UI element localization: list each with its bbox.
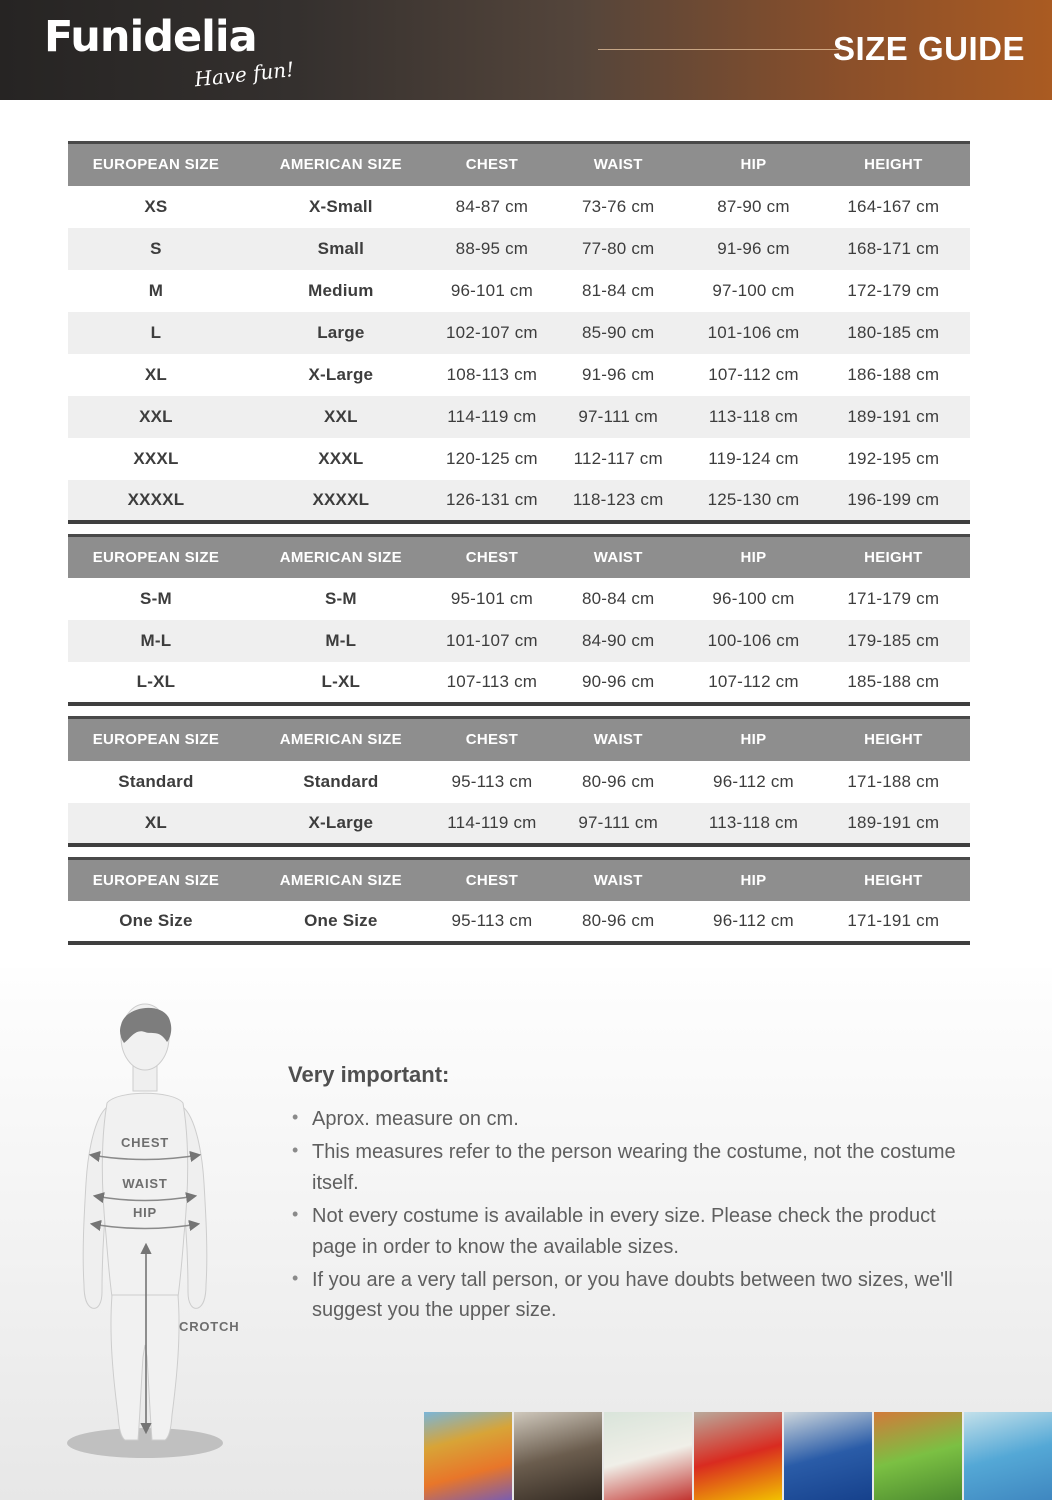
measure-cell: 119-124 cm: [708, 448, 799, 468]
column-header: WAIST: [546, 535, 690, 578]
column-header: HEIGHT: [817, 858, 970, 901]
column-header: EUROPEAN SIZE: [68, 858, 244, 901]
size-cell: Medium: [308, 280, 374, 300]
measure-cell: 126-131 cm: [446, 489, 538, 509]
size-cell: Standard: [303, 771, 379, 791]
size-cell: L-XL: [321, 672, 361, 691]
table-row: [68, 901, 970, 943]
measure-cell: 185-188 cm: [847, 672, 940, 691]
measure-cell: 80-96 cm: [581, 771, 655, 791]
column-header: WAIST: [546, 718, 690, 761]
funidelia-logo: [44, 12, 296, 92]
measure-cell: 113-118 cm: [708, 406, 799, 426]
size-table-adult-letter-sizes: [68, 141, 970, 524]
measure-cell: 81-84 cm: [581, 280, 655, 300]
table-header-row: [68, 858, 970, 901]
chest-label: CHEST: [120, 1135, 170, 1150]
measure-cell: 192-195 cm: [847, 448, 940, 468]
note-item: • Aprox. measure on cm.: [288, 1104, 978, 1134]
page-title: SIZE GUIDE: [832, 30, 1025, 67]
measure-cell: 95-101 cm: [450, 589, 533, 608]
size-cell: XXXXL: [127, 489, 185, 509]
size-cell: Small: [317, 238, 365, 258]
notes-section: [288, 1062, 978, 1329]
size-cell: XS: [144, 196, 168, 216]
size-cell: L-XL: [136, 672, 176, 691]
table-row: [68, 480, 970, 522]
measure-cell: 164-167 cm: [847, 196, 940, 216]
column-header: HIP: [690, 143, 816, 186]
floor-shadow: [67, 1428, 223, 1458]
table-row: [68, 803, 970, 845]
table-row: [68, 761, 970, 803]
size-cell: S-M: [324, 589, 357, 608]
table-row: [68, 578, 970, 620]
size-table-one-size: [68, 857, 970, 946]
power-rangers-costume-photo: [604, 1412, 692, 1500]
table-row: [68, 312, 970, 354]
measure-cell: 96-112 cm: [713, 911, 794, 930]
measure-cell: 168-171 cm: [847, 238, 940, 258]
size-cell: XXXXL: [312, 489, 370, 509]
figure-torso: [102, 1093, 187, 1297]
body-measurement-figure: [55, 995, 255, 1475]
column-header: HEIGHT: [817, 143, 970, 186]
table-header-row: [68, 143, 970, 186]
size-cell: M: [148, 280, 164, 300]
measure-cell: 107-112 cm: [708, 364, 799, 384]
brand-wordmark: Funidelia: [44, 12, 257, 62]
measure-cell: 189-191 cm: [847, 812, 940, 832]
size-table-combined-sizes: [68, 534, 970, 707]
table-row: [68, 396, 970, 438]
measure-cell: 118-123 cm: [572, 489, 664, 509]
size-cell: S-M: [140, 589, 172, 608]
size-tables: [68, 141, 970, 955]
column-header: EUROPEAN SIZE: [68, 143, 244, 186]
column-header: AMERICAN SIZE: [244, 143, 438, 186]
measure-cell: 96-101 cm: [450, 280, 533, 300]
column-header: AMERICAN SIZE: [244, 858, 438, 901]
measure-cell: 180-185 cm: [847, 322, 940, 342]
measure-cell: 112-117 cm: [573, 448, 663, 468]
pj-masks-costume-photo: [784, 1412, 872, 1500]
waist-label: WAIST: [122, 1176, 168, 1191]
size-cell: XXXL: [133, 448, 179, 468]
notes-heading: Very important:: [288, 1062, 450, 1087]
size-table-standard-xl-sizes: [68, 716, 970, 847]
header-banner: [0, 0, 1052, 100]
measure-cell: 80-84 cm: [581, 589, 655, 608]
measure-cell: 80-96 cm: [581, 911, 655, 930]
notes-list: [288, 1104, 978, 1326]
measure-cell: 120-125 cm: [446, 448, 538, 468]
table-row: [68, 186, 970, 228]
column-header: CHEST: [438, 143, 546, 186]
measure-cell: 186-188 cm: [847, 364, 940, 384]
table-row: [68, 662, 970, 704]
size-cell: L: [150, 322, 162, 342]
measure-cell: 108-113 cm: [446, 364, 538, 384]
table-header-row: [68, 535, 970, 578]
column-header: WAIST: [546, 143, 690, 186]
dragon-ball-costume-photo: [424, 1412, 512, 1500]
note-item: • Not every costume is available in every size. Please check the product page in order to know the available sizes.: [288, 1201, 978, 1262]
measure-cell: 107-113 cm: [446, 672, 538, 691]
column-header: HIP: [690, 718, 816, 761]
smurfs-costume-photo: [964, 1412, 1052, 1500]
size-cell: S: [150, 238, 162, 258]
header-divider-line: [598, 49, 840, 50]
table-row: [68, 438, 970, 480]
measure-cell: 96-100 cm: [712, 589, 795, 608]
measure-cell: 113-118 cm: [708, 812, 799, 832]
measure-cell: 101-107 cm: [446, 631, 538, 650]
size-cell: XXXL: [318, 448, 364, 468]
measure-cell: 97-111 cm: [578, 406, 658, 426]
measure-cell: 125-130 cm: [707, 489, 800, 509]
column-header: AMERICAN SIZE: [244, 718, 438, 761]
measure-cell: 77-80 cm: [581, 238, 655, 258]
column-header: AMERICAN SIZE: [244, 535, 438, 578]
measure-cell: 171-188 cm: [847, 771, 940, 791]
size-cell: One Size: [304, 911, 378, 930]
measure-cell: 91-96 cm: [717, 238, 790, 258]
measure-cell: 95-113 cm: [451, 771, 533, 791]
table-row: [68, 228, 970, 270]
size-cell: X-Large: [308, 364, 374, 384]
table-header-row: [68, 718, 970, 761]
photo-strip: [424, 1412, 1052, 1500]
size-cell: Large: [317, 322, 365, 342]
column-header: EUROPEAN SIZE: [68, 535, 244, 578]
column-header: HIP: [690, 858, 816, 901]
column-header: WAIST: [546, 858, 690, 901]
column-header: HIP: [690, 535, 816, 578]
table-row: [68, 620, 970, 662]
measure-cell: 85-90 cm: [581, 322, 655, 342]
figure-legs: [111, 1295, 179, 1440]
table-row: [68, 270, 970, 312]
measure-cell: 87-90 cm: [717, 196, 790, 216]
size-cell: XXL: [139, 406, 173, 426]
column-header: EUROPEAN SIZE: [68, 718, 244, 761]
measure-cell: 91-96 cm: [581, 364, 655, 384]
measure-cell: 100-106 cm: [707, 631, 800, 650]
size-cell: Standard: [118, 771, 194, 791]
measure-cell: 73-76 cm: [581, 196, 655, 216]
size-cell: X-Large: [308, 812, 374, 832]
measure-cell: 95-113 cm: [451, 911, 533, 930]
measure-cell: 84-87 cm: [455, 196, 529, 216]
bottom-section: [0, 968, 1052, 1500]
column-header: CHEST: [438, 718, 546, 761]
measure-cell: 171-179 cm: [847, 589, 940, 608]
measure-cell: 189-191 cm: [847, 406, 940, 426]
measure-cell: 90-96 cm: [581, 672, 655, 691]
measure-cell: 179-185 cm: [847, 631, 940, 650]
table-row: [68, 354, 970, 396]
measure-cell: 97-100 cm: [712, 280, 795, 300]
measure-cell: 97-111 cm: [578, 812, 658, 832]
measure-cell: 114-119 cm: [447, 406, 537, 426]
column-header: CHEST: [438, 535, 546, 578]
brand-tagline: Have fun!: [193, 57, 296, 92]
measure-cell: 172-179 cm: [847, 280, 940, 300]
column-header: CHEST: [438, 858, 546, 901]
column-header: HEIGHT: [817, 535, 970, 578]
note-item: • If you are a very tall person, or you have doubts between two sizes, we'll suggest you the upper size.: [288, 1265, 978, 1326]
star-wars-costume-photo: [514, 1412, 602, 1500]
column-header: HEIGHT: [817, 718, 970, 761]
size-cell: XXL: [324, 406, 358, 426]
size-cell: XL: [144, 812, 167, 832]
measure-cell: 107-112 cm: [708, 672, 799, 691]
size-cell: One Size: [119, 911, 193, 930]
size-cell: M-L: [325, 631, 357, 650]
hip-label: HIP: [132, 1205, 158, 1220]
measure-cell: 114-119 cm: [447, 812, 537, 832]
measure-cell: 88-95 cm: [455, 238, 529, 258]
note-item: • This measures refer to the person wearing the costume, not the costume itself.: [288, 1137, 978, 1198]
pacman-costume-photo: [694, 1412, 782, 1500]
measure-cell: 96-112 cm: [713, 771, 794, 791]
measure-cell: 84-90 cm: [581, 631, 655, 650]
size-cell: X-Small: [308, 196, 373, 216]
measure-cell: 196-199 cm: [847, 489, 940, 509]
crotch-label: CROTCH: [179, 1319, 240, 1334]
measure-cell: 101-106 cm: [707, 322, 800, 342]
measure-cell: 171-191 cm: [847, 911, 940, 930]
size-cell: M-L: [140, 631, 172, 650]
measure-cell: 102-107 cm: [446, 322, 538, 342]
street-fighter-blanka-costume-photo: [874, 1412, 962, 1500]
size-cell: XL: [144, 364, 167, 384]
